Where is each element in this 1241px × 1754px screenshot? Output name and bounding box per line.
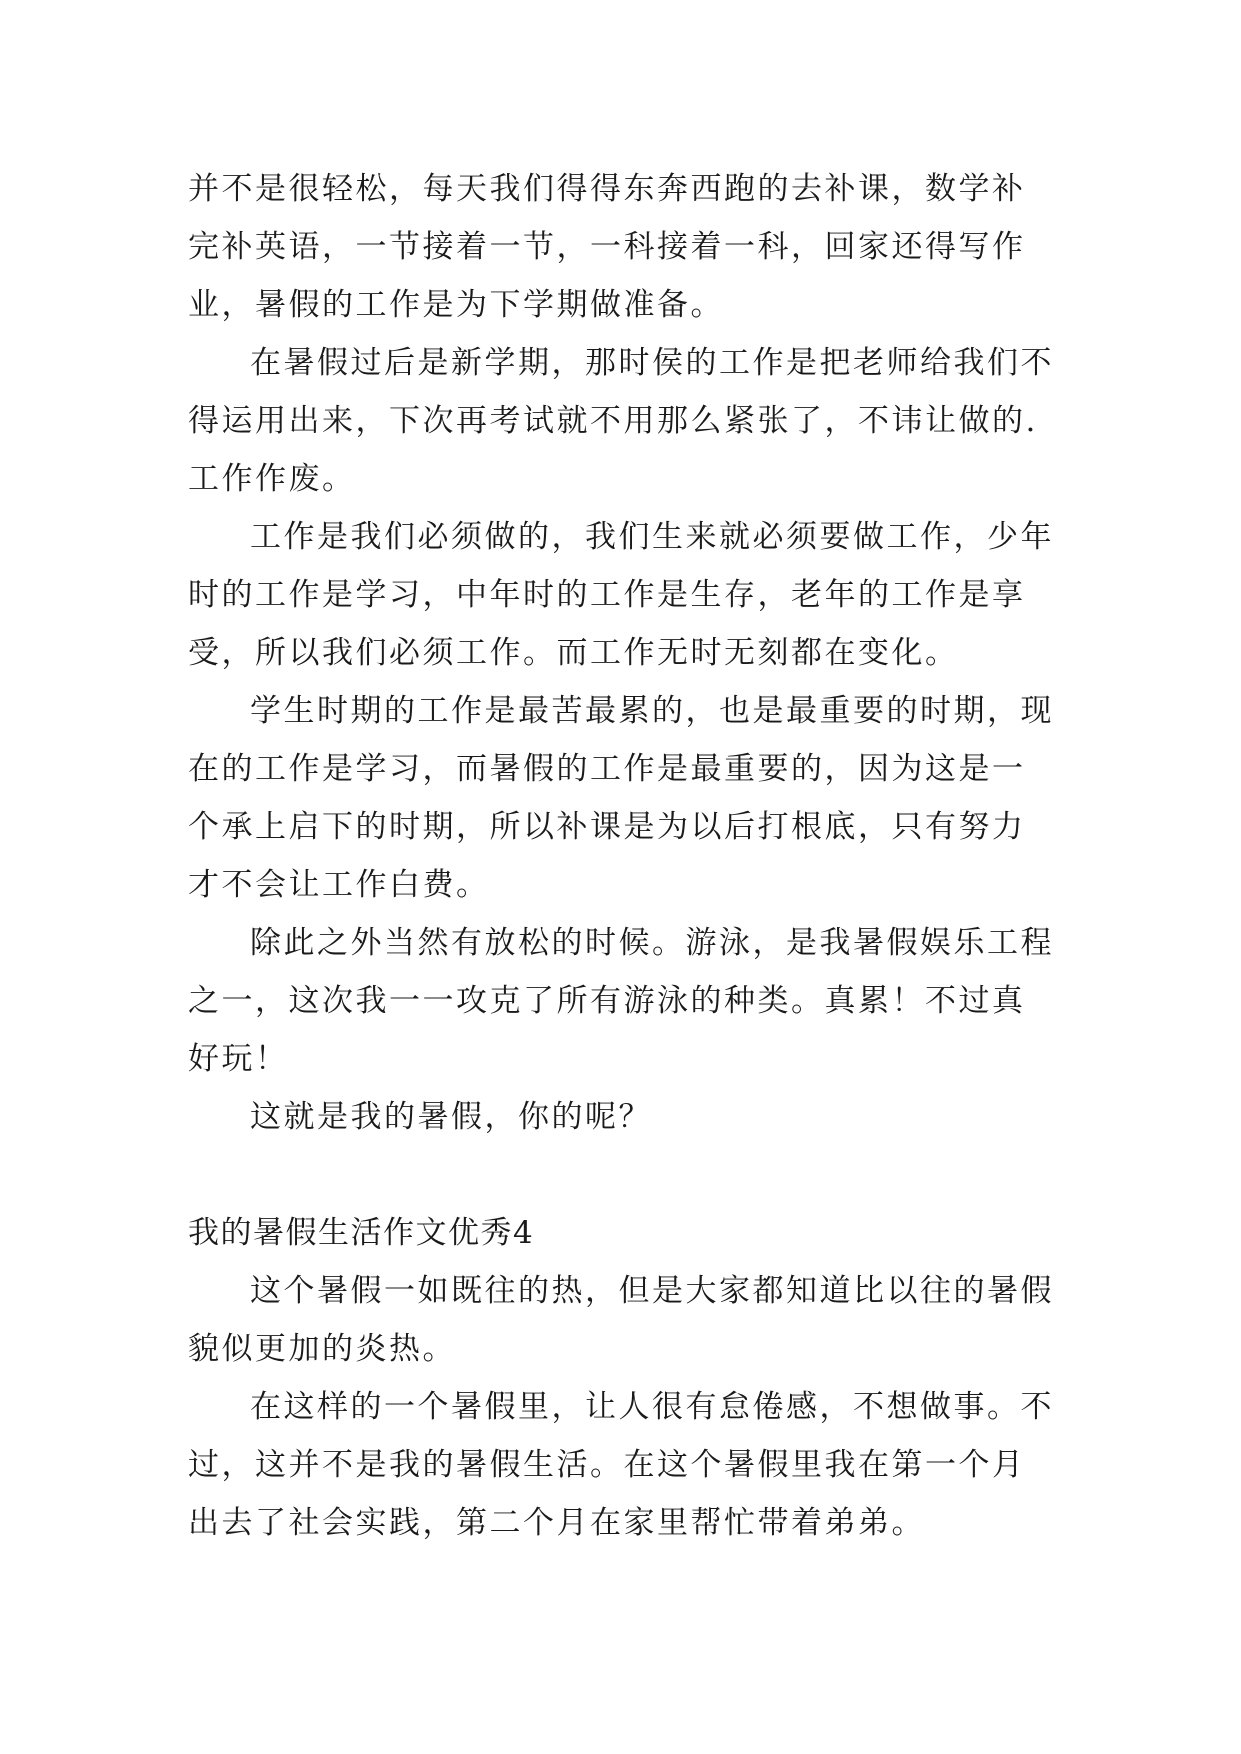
- paragraph-1: 并不是很轻松，每天我们得得东奔西跑的去补课，数学补完补英语，一节接着一节，一科接着一科，回家还得写作业，暑假的工作是为下学期做准备。: [188, 171, 1026, 323]
- paragraph-7: 这个暑假一如既往的热，但是大家都知道比以往的暑假貌似更加的炎热。: [188, 1273, 1054, 1367]
- section-title: 我的暑假生活作文优秀4: [188, 1215, 535, 1251]
- paragraph-6: 这就是我的暑假，你的呢？: [250, 1099, 652, 1135]
- paragraph-3: 工作是我们必须做的，我们生来就必须要做工作，少年时的工作是学习，中年时的工作是生存，老年的工作是享受，所以我们必须工作。而工作无时无刻都在变化。: [188, 519, 1054, 671]
- paragraph-2: 在暑假过后是新学期，那时侯的工作是把老师给我们不得运用出来，下次再考试就不用那么紧张了，不讳让做的.工作作废。: [188, 345, 1054, 497]
- paragraph-8: 在这样的一个暑假里，让人很有怠倦感，不想做事。不过，这并不是我的暑假生活。在这个暑假里我在第一个月出去了社会实践，第二个月在家里帮忙带着弟弟。: [188, 1389, 1054, 1541]
- document-body: [188, 160, 1058, 1552]
- paragraph-4: 学生时期的工作是最苦最累的，也是最重要的时期，现在的工作是学习，而暑假的工作是最重要的，因为这是一个承上启下的时期，所以补课是为以后打根底，只有努力才不会让工作白费。: [188, 693, 1054, 903]
- paragraph-5: 除此之外当然有放松的时候。游泳，是我暑假娱乐工程之一，这次我一一攻克了所有游泳的种类。真累！不过真好玩！: [188, 925, 1054, 1077]
